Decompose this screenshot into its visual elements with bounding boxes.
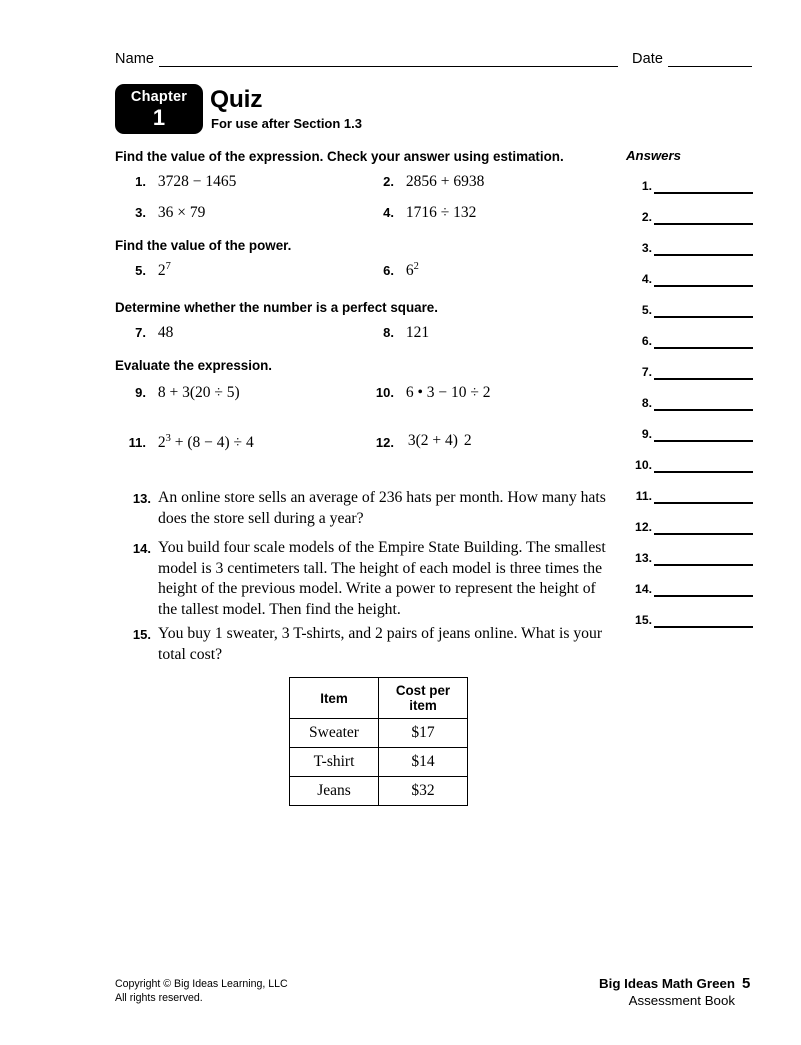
page-number: 5 [742, 975, 751, 992]
column-header-item: Item [290, 678, 379, 719]
copyright-line-2: All rights reserved. [115, 992, 203, 1004]
problem-8-expression: 121 [405, 324, 430, 341]
answer-number-15: 15. [635, 613, 652, 627]
answer-line-4[interactable] [654, 285, 753, 287]
problem-1-number: 1. [135, 174, 146, 189]
section-heading-3: Determine whether the number is a perfect square. [115, 300, 438, 315]
problem-4-number: 4. [383, 205, 394, 220]
answer-row-13[interactable] [626, 551, 754, 573]
problem-6-number: 6. [383, 263, 394, 278]
answer-line-14[interactable] [654, 595, 753, 597]
answer-row-9[interactable] [626, 427, 754, 449]
answer-row-12[interactable] [626, 520, 754, 542]
problem-5-expression [158, 261, 171, 280]
problem-5-base: 2 [157, 262, 166, 279]
cell-cost-sweater: $17 [379, 719, 468, 748]
problem-6-expression [406, 261, 419, 280]
problem-5-exponent: 7 [165, 260, 171, 272]
answer-row-2[interactable] [626, 210, 754, 232]
section-heading-2: Find the value of the power. [115, 238, 292, 253]
answer-line-6[interactable] [654, 347, 753, 349]
answer-row-4[interactable] [626, 272, 754, 294]
answer-number-10: 10. [635, 458, 652, 472]
table-header-row [290, 678, 468, 719]
problem-11-exponent: 3 [165, 432, 171, 444]
answer-number-6: 6. [641, 334, 652, 348]
date-write-in-line[interactable] [668, 66, 752, 67]
table-row [290, 719, 468, 748]
problem-1 [130, 172, 236, 191]
problem-15-number: 15. [132, 627, 151, 642]
section-heading-1: Find the value of the expression. Check your answer using estimation. [115, 149, 564, 164]
problem-9-number: 9. [135, 385, 146, 400]
problem-9 [130, 383, 240, 402]
problem-10-expression: 6 • 3 − 10 ÷ 2 [405, 384, 491, 401]
answer-line-11[interactable] [654, 502, 753, 504]
answer-line-8[interactable] [654, 409, 753, 411]
problem-11-number: 11. [128, 435, 146, 450]
cell-item-tshirt: T-shirt [290, 748, 379, 777]
problem-3 [130, 203, 205, 222]
answer-line-1[interactable] [654, 192, 753, 194]
problem-3-expression: 36 × 79 [157, 204, 206, 221]
problem-4-expression: 1716 ÷ 132 [405, 204, 477, 221]
date-label: Date [632, 51, 664, 67]
problem-13 [125, 488, 617, 529]
problem-12-numerator: 3(2 + 4) [407, 432, 458, 450]
answer-row-3[interactable] [626, 241, 754, 263]
answer-number-13: 13. [635, 551, 652, 565]
problem-12-number: 12. [375, 434, 394, 450]
name-label: Name [115, 51, 155, 67]
page-title: Quiz [210, 86, 263, 113]
problem-13-text: An online store sells an average of 236 hats per month. How many hats does the store sell during a year? [158, 489, 606, 527]
table-row [290, 777, 468, 806]
problem-3-number: 3. [135, 205, 146, 220]
answer-row-11[interactable] [626, 489, 754, 511]
footer-book-info [520, 976, 735, 1009]
name-write-in-line[interactable] [159, 66, 618, 67]
chapter-number: 1 [152, 105, 166, 130]
page-subtitle: For use after Section 1.3 [211, 116, 362, 131]
problem-14 [125, 538, 617, 620]
answer-number-8: 8. [641, 396, 652, 410]
cell-item-sweater: Sweater [290, 719, 379, 748]
problem-6-base: 6 [405, 262, 414, 279]
problem-13-number: 13. [132, 491, 151, 506]
problem-4 [378, 203, 476, 222]
answer-number-9: 9. [641, 427, 652, 441]
problem-11-rest: + (8 − 4) ÷ 4 [170, 434, 254, 451]
answer-number-11: 11. [635, 489, 652, 503]
answers-heading: Answers [626, 148, 681, 163]
problem-8 [378, 323, 429, 342]
answer-line-15[interactable] [654, 626, 753, 628]
problem-9-expression: 8 + 3(20 ÷ 5) [157, 384, 240, 401]
answer-line-13[interactable] [654, 564, 753, 566]
problem-11-base: 2 [157, 434, 166, 451]
answer-number-14: 14. [635, 582, 652, 596]
answer-number-4: 4. [641, 272, 652, 286]
book-title: Big Ideas Math Green [599, 976, 735, 991]
problem-15-text: You buy 1 sweater, 3 T-shirts, and 2 pairs of jeans online. What is your total cost? [158, 625, 603, 663]
problem-14-number: 14. [132, 541, 151, 556]
problem-12 [371, 432, 472, 452]
problem-12-denominator: 2 [463, 432, 472, 450]
answer-line-10[interactable] [654, 471, 753, 473]
problem-12-fraction [406, 432, 472, 450]
footer-copyright [115, 977, 288, 1005]
answer-row-8[interactable] [626, 396, 754, 418]
section-heading-4: Evaluate the expression. [115, 358, 273, 373]
answer-row-1[interactable] [626, 179, 754, 201]
answer-number-12: 12. [635, 520, 652, 534]
book-subtitle: Assessment Book [628, 992, 735, 1008]
cell-item-jeans: Jeans [290, 777, 379, 806]
problem-11 [123, 433, 254, 452]
answer-row-7[interactable] [626, 365, 754, 387]
cell-cost-jeans: $32 [379, 777, 468, 806]
problem-5 [130, 261, 171, 280]
column-header-cost: Cost per item [379, 678, 468, 719]
answer-line-5[interactable] [654, 316, 753, 318]
answer-number-7: 7. [641, 365, 652, 379]
answer-number-2: 2. [641, 210, 652, 224]
problem-2-number: 2. [383, 174, 394, 189]
answer-line-7[interactable] [654, 378, 753, 380]
problem-6 [378, 261, 419, 280]
problem-10 [371, 383, 491, 402]
answer-row-14[interactable] [626, 582, 754, 604]
answer-line-12[interactable] [654, 533, 753, 535]
copyright-line-1: Copyright © Big Ideas Learning, LLC [115, 978, 288, 990]
answer-line-9[interactable] [654, 440, 753, 442]
answer-row-6[interactable] [626, 334, 754, 356]
problem-2 [378, 172, 484, 191]
problem-2-expression: 2856 + 6938 [405, 173, 485, 190]
answer-line-2[interactable] [654, 223, 753, 225]
answer-number-3: 3. [641, 241, 652, 255]
table-row [290, 748, 468, 777]
problem-1-expression: 3728 − 1465 [157, 173, 237, 190]
problem-6-exponent: 2 [413, 260, 419, 272]
problem-14-text: You build four scale models of the Empire State Building. The smallest model is 3 centimeters tall. The height of each model is three times the height of the previous model. Write a power to represent the height of the tallest model. Then find the height. [158, 539, 606, 618]
problem-15 [125, 624, 617, 665]
answer-row-5[interactable] [626, 303, 754, 325]
answer-line-3[interactable] [654, 254, 753, 256]
problem-7 [130, 323, 173, 342]
cell-cost-tshirt: $14 [379, 748, 468, 777]
chapter-word: Chapter [130, 89, 188, 105]
problem-8-number: 8. [383, 325, 394, 340]
problem-7-expression: 48 [157, 324, 174, 341]
answer-row-15[interactable] [626, 613, 754, 635]
name-date-row [115, 50, 755, 74]
problem-11-expression [158, 433, 254, 452]
cost-per-item-table [289, 677, 468, 806]
problem-5-number: 5. [135, 263, 146, 278]
problem-7-number: 7. [135, 325, 146, 340]
chapter-badge [115, 84, 203, 134]
answer-number-5: 5. [641, 303, 652, 317]
problem-10-number: 10. [375, 385, 394, 400]
answer-row-10[interactable] [626, 458, 754, 480]
answer-number-1: 1. [641, 179, 652, 193]
